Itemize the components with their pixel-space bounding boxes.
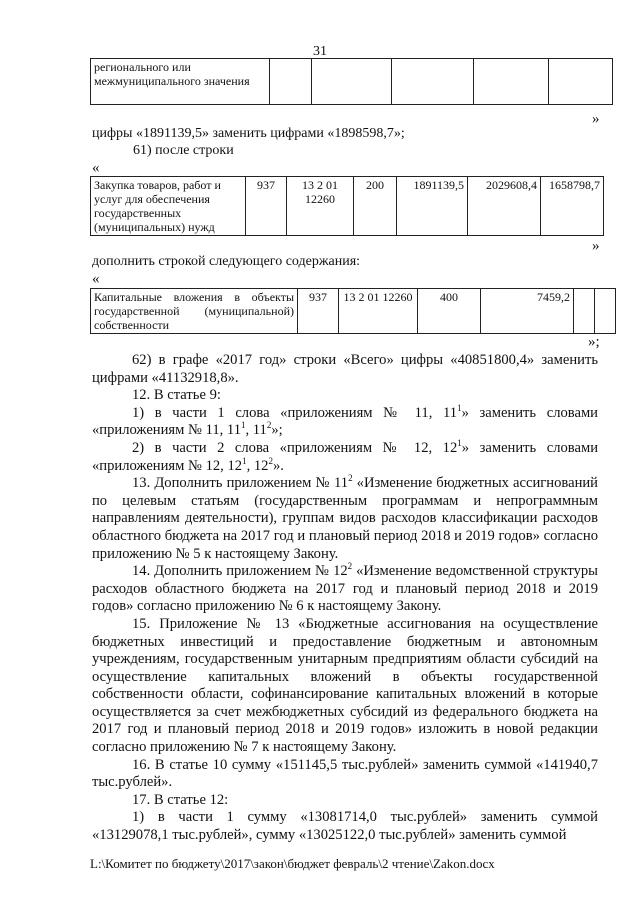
table-cell <box>312 59 392 105</box>
cell-name: Капитальные вложения в объекты государственной (муниципальной) собственности <box>91 289 298 334</box>
paragraph-17: 17. В статье 12: <box>132 791 229 808</box>
table-capital <box>90 288 616 334</box>
paragraph-62: 62) в графе «2017 год» строки «Всего» цифры «40851800,4» заменить цифрами «41132918,8». <box>92 352 598 386</box>
paragraph-16: 16. В статье 10 сумму «151145,5 тыс.рублей» заменить суммой «141940,7 тыс.рублей». <box>92 756 598 791</box>
closing-quote: » <box>592 111 600 127</box>
cell-2017: 1891139,5 <box>397 177 468 236</box>
paragraph-12-2: 2) в части 2 слова «приложениям № 12, $12^1$» заменить словами «приложениям № 12, $12^1$, $12^2$». <box>92 438 598 474</box>
paragraph-17-1: 1) в части 1 сумму «13081714,0 тыс.рублей» заменить суммой «13129078,1 тыс.рублей», сумму «13025122,0 тыс.рублей» заменить суммой <box>92 809 598 844</box>
closing-quote: » <box>592 238 600 254</box>
cell-2019: 1658798,7 <box>541 177 604 236</box>
body-text <box>92 352 598 845</box>
item-61: 61) после строки <box>133 143 234 158</box>
cell-2018: 2029608,4 <box>468 177 541 236</box>
cell-2017: 7459,2 <box>481 289 574 334</box>
cell-type: 200 <box>354 177 397 236</box>
opening-quote: « <box>92 271 100 287</box>
closing-quote: »; <box>588 334 600 350</box>
replace-line: цифры «1891139,5» заменить цифрами «1898598,7»; <box>92 126 405 141</box>
add-line: дополнить строкой следующего содержания: <box>92 254 361 269</box>
table-cell <box>270 59 312 105</box>
cell-code: 937 <box>298 289 339 334</box>
paragraph-12-1: 1) в части 1 слова «приложениям № 11, $11^1$» заменить словами «приложениям № 11, $11^1$, $11^2$»; <box>92 402 598 439</box>
cell-type: 400 <box>418 289 481 334</box>
paragraph-14: 14. Дополнить приложением № $12^2$ «Изменение ведомственной структуры расходов областного бюджета на 2017 год и плановый период 2018 и 2019 годов» согласно приложению № 6 к настоящему Закону. <box>92 561 598 615</box>
cell-code: 937 <box>246 177 287 236</box>
table-cell <box>392 59 474 105</box>
table-cell-name <box>91 59 270 105</box>
table-cell <box>549 59 613 105</box>
paragraph-13: 13. Дополнить приложением № $11^2$ «Изменение бюджетных ассигнований по целевым статьям (государственным программам и непрограммным направлениям деятельности), группам видов расходов классификации расходов областного бюджета на 2017 год и плановый период 2018 и 2019 годов» согласно приложению № 5 к настоящему Закону. <box>92 473 598 562</box>
cell-empty <box>574 289 595 334</box>
paragraph-15: 15. Приложение № 13 «Бюджетные ассигнования на осуществление бюджетных инвестиций и предоставление бюджетным и автономным учреждениям, государственным унитарным предприятиям области субсидий на осуществление капитальных вложений в объекты государственной собственности области, софинансирование капитальных вложений в которые осуществляется за счет межбюджетных субсидий из федерального бюджета на 2017 год и плановый период 2018 и 2019 годов» изложить в новой редакции согласно приложению № 7 к настоящему Закону. <box>92 615 598 756</box>
table-continuation <box>90 58 613 105</box>
page-number: 31 <box>313 44 327 59</box>
cell-section: 13 2 01 12260 <box>339 289 418 334</box>
table-procurement <box>90 176 604 236</box>
cell-section: 13 2 01 12260 <box>287 177 354 236</box>
paragraph-12: 12. В статье 9: <box>132 387 221 404</box>
cell-text: регионального или межмуниципального значения <box>94 60 250 88</box>
cell-empty <box>595 289 616 334</box>
cell-name: Закупка товаров, работ и услуг для обеспечения государственных (муниципальных) нужд <box>91 177 246 236</box>
table-cell <box>474 59 549 105</box>
file-path-footer: L:\Комитет по бюджету\2017\закон\бюджет февраль\2 чтение\Zakon.docx <box>90 856 495 871</box>
opening-quote: « <box>92 160 100 176</box>
